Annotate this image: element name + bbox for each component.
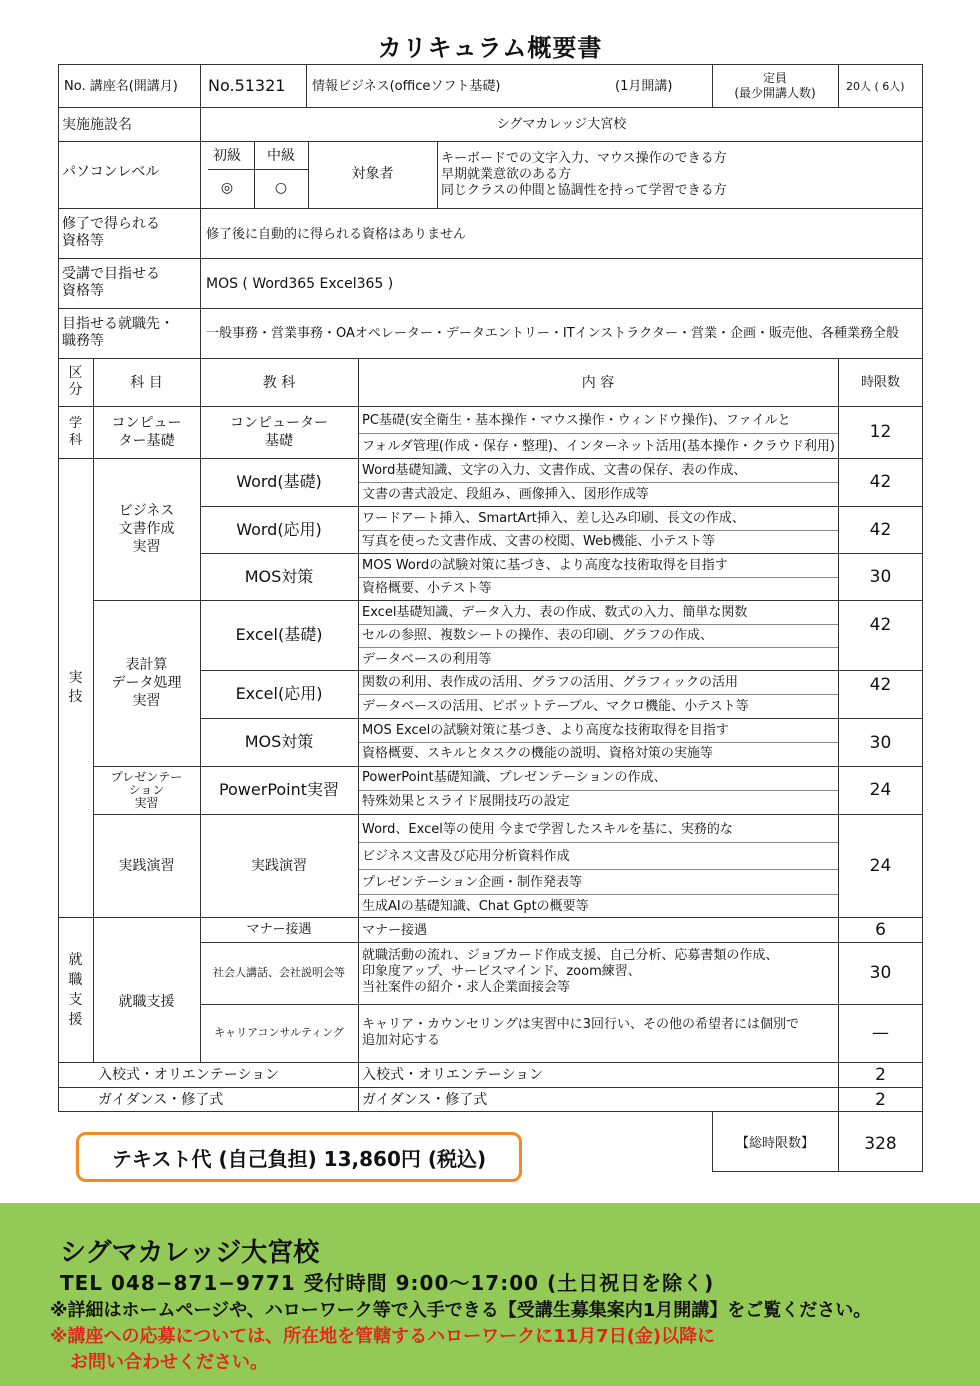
- target-jobs-label: [62, 316, 174, 350]
- col-divider: [437, 141, 438, 208]
- footer-warning: お問い合わせください。: [70, 1352, 268, 1373]
- hours-computer: 12: [869, 422, 892, 442]
- label-line: 修了で得られる: [62, 216, 160, 232]
- target-list: [441, 151, 727, 199]
- row-divider: [58, 107, 923, 108]
- content-line: Word、Excel等の使用 今まで学習したスキルを基に、実務的な: [362, 822, 733, 837]
- footer-tel: TEL 048−871−9771 受付時間 9:00〜17:00 (土日祝日を除く): [60, 1271, 715, 1295]
- col-divider: [306, 64, 307, 108]
- content-line: MOS Wordの試験対策に基づき、より高度な技術取得を目指す: [362, 558, 728, 573]
- header-char: 分: [68, 382, 83, 398]
- target-item: キーボードでの文字入力、マウス操作のできる方: [441, 151, 727, 166]
- hours-word-advanced: 42: [869, 519, 892, 540]
- hours-mos-word: 30: [869, 566, 892, 587]
- target-qualification-value: MOS ( Word365 Excel365 ): [206, 276, 394, 292]
- row-divider: [58, 1087, 923, 1088]
- course-practice: 実践演習: [251, 857, 307, 874]
- content-line: キャリア・カウンセリングは実習中に3回行い、その他の希望者には個別で: [362, 1017, 800, 1032]
- label-line: 資格等: [62, 283, 104, 299]
- content-line: データベースの活用、ピボットテーブル、マクロ機能、小テスト等: [362, 699, 749, 714]
- subject-job-support: 就職支援: [118, 994, 175, 1010]
- capacity-label: [712, 68, 838, 104]
- subject-line: ション: [128, 782, 165, 797]
- subject-line: 文書作成: [118, 521, 175, 537]
- row-divider: [58, 358, 923, 359]
- course-name: 情報ビジネス(officeソフト基礎): [312, 79, 501, 94]
- sub-divider: [358, 647, 838, 648]
- row-divider: [58, 208, 923, 209]
- subject-line: 表計算: [125, 657, 168, 673]
- content-line: マナー接遇: [362, 923, 428, 938]
- hours-practice: 24: [869, 855, 892, 876]
- header-char: 区: [68, 365, 83, 381]
- content-line: 写真を使った文書作成、文書の校閲、Web機能、小テスト等: [362, 534, 715, 549]
- course-excel-advanced: Excel(応用): [235, 684, 323, 703]
- subject-line: 実習: [132, 693, 161, 709]
- section-char: 科: [68, 433, 82, 448]
- hours-career: —: [872, 1023, 889, 1043]
- guidance-label: ガイダンス・修了式: [98, 1092, 224, 1108]
- guidance-content: ガイダンス・修了式: [362, 1092, 488, 1108]
- course-powerpoint: PowerPoint実習: [218, 780, 340, 799]
- hours-word-basic: 42: [869, 472, 892, 492]
- target-item: 早期就業意欲のある方: [441, 167, 572, 182]
- qualification-completion-label: [62, 216, 160, 250]
- col-header-content: 内 容: [581, 375, 615, 391]
- subject-line: データ処理: [111, 675, 182, 691]
- footer-school: シグマカレッジ大宮校: [60, 1238, 320, 1268]
- target-label: 対象者: [351, 166, 394, 182]
- row-divider: [58, 308, 923, 309]
- sub-divider: [358, 624, 838, 625]
- subject-business-docs: [93, 458, 200, 600]
- orientation-content: 入校式・オリエンテーション: [362, 1067, 544, 1083]
- section-char: 学: [68, 416, 82, 431]
- section-academic: [58, 406, 93, 458]
- course-career: キャリアコンサルティング: [214, 1026, 344, 1039]
- seminar-content: [362, 948, 778, 996]
- course-no-label: No. 講座名(開講月): [64, 79, 178, 94]
- subject-computer: [93, 406, 200, 458]
- sub-divider: [358, 482, 838, 483]
- course-no: No.51321: [208, 76, 286, 95]
- col-divider: [838, 64, 839, 108]
- row-divider: [58, 258, 923, 259]
- target-item: 同じクラスの仲間と協調性を持って学習できる方: [441, 183, 727, 198]
- subject-line: 実習: [134, 795, 159, 810]
- content-line: ワードアート挿入、SmartArt挿入、差し込み印刷、長文の作成、: [362, 511, 745, 526]
- subject-line: 実習: [132, 539, 161, 555]
- subject-line: ター基礎: [118, 433, 175, 449]
- sub-divider: [358, 790, 838, 791]
- subject-presentation: [93, 766, 200, 814]
- hours-seminar: 30: [869, 963, 892, 983]
- course-line: 基礎: [265, 433, 293, 449]
- content-line: 印象度アップ、サービスマインド、zoom練習、: [362, 964, 641, 979]
- content-line: Word基礎知識、文字の入力、文書作成、文書の保存、表の作成、: [362, 463, 747, 478]
- section-char: 実: [68, 669, 83, 686]
- course-line: コンピューター: [230, 415, 328, 431]
- content-line: Excel基礎知識、データ入力、表の作成、数式の入力、簡単な関数: [362, 605, 748, 620]
- label-line: 職務等: [62, 333, 104, 349]
- footer-note: ※詳細はホームページや、ハローワーク等で入手できる【受講生募集案内1月開講】をご覧ください。: [50, 1300, 872, 1321]
- course-word-advanced: Word(応用): [236, 519, 322, 539]
- course-manner: マナー接遇: [246, 922, 312, 937]
- page-title: カリキュラム概要書: [377, 34, 603, 62]
- label-line: 受講で目指せる: [62, 266, 160, 282]
- target-jobs-value: 一般事務・営業事務・OAオペレーター・データエントリー・ITインストラクター・営業・企画・販売他、各種業務全般: [206, 326, 900, 341]
- total-label: 【総時限数】: [735, 1136, 814, 1151]
- content-line: 関数の利用、表作成の活用、グラフの活用、グラフィックの活用: [362, 675, 738, 690]
- label-line: 資格等: [62, 233, 104, 249]
- footer-warning: ※講座への応募については、所在地を管轄するハローワークに11月7日(金)以降に: [50, 1326, 716, 1347]
- sub-divider: [358, 894, 838, 895]
- col-divider: [200, 64, 201, 108]
- subject-line: ビジネス: [118, 503, 175, 519]
- sub-divider: [358, 530, 838, 531]
- content-line: MOS Excelの試験対策に基づき、より高度な技術取得を目指す: [362, 723, 729, 738]
- subject-line: コンピュー: [111, 415, 182, 431]
- hours-guidance: 2: [875, 1090, 886, 1110]
- section-char: 援: [68, 1011, 83, 1028]
- section-job-support: [58, 917, 93, 1062]
- hours-excel-basic: 42: [869, 615, 892, 635]
- sub-divider: [358, 433, 838, 434]
- beginner-mark: ◎: [220, 180, 234, 196]
- course-excel-basic: Excel(基礎): [235, 625, 323, 644]
- capacity-label-line: 定員: [762, 71, 787, 85]
- col-divider: [200, 107, 201, 358]
- sub-divider: [358, 694, 838, 695]
- content-line: 追加対応する: [362, 1033, 441, 1048]
- sub-divider: [358, 842, 838, 843]
- text-fee-box: テキスト代 (自己負担) 13,860円 (税込): [76, 1132, 522, 1182]
- course-mos-word: MOS対策: [244, 566, 314, 586]
- content-line: データベースの利用等: [362, 652, 492, 667]
- section-char: 就: [68, 951, 83, 968]
- intermediate-label: 中級: [267, 148, 295, 164]
- facility-value: シグマカレッジ大宮校: [496, 117, 627, 132]
- content-line: 資格概要、小テスト等: [362, 581, 492, 596]
- course-month: (1月開講): [615, 79, 673, 94]
- hours-orientation: 2: [875, 1065, 886, 1085]
- sub-divider: [358, 577, 838, 578]
- subject-line: プレゼンテー: [110, 769, 183, 784]
- col-header-subject: 科 目: [130, 375, 163, 391]
- course-computer: [200, 406, 358, 458]
- capacity-value: 20人 ( 6人): [846, 80, 905, 93]
- section-char: 職: [68, 971, 83, 988]
- content-line: プレゼンテーション企画・制作発表等: [362, 875, 582, 890]
- hours-powerpoint: 24: [869, 780, 892, 800]
- facility-label: 実施施設名: [62, 117, 132, 133]
- career-content: [362, 1017, 799, 1049]
- content-line: 当社案件の紹介・求人企業面接会等: [362, 980, 571, 995]
- section-char: 支: [68, 991, 83, 1008]
- content-line: 文書の書式設定、段組み、画像挿入、図形作成等: [362, 487, 649, 502]
- intermediate-mark: ○: [274, 180, 288, 196]
- col-divider: [358, 358, 359, 1112]
- content-line: 特殊効果とスライド展開技巧の設定: [362, 794, 570, 809]
- beginner-label: 初級: [213, 148, 241, 164]
- content-line: 就職活動の流れ、ジョブカード作成支援、自己分析、応募書類の作成、: [362, 948, 779, 963]
- sub-divider: [358, 742, 838, 743]
- col-header-hours: 時限数: [860, 375, 900, 390]
- subject-spreadsheet: [93, 600, 200, 766]
- col-header-division: [58, 362, 93, 402]
- content-line: PC基礎(安全衛生・基本操作・マウス操作・ウィンドウ操作)、ファイルと: [362, 413, 791, 428]
- pc-level-label: パソコンレベル: [62, 164, 160, 180]
- course-seminar: 社会人講話、会社説明会等: [213, 966, 345, 979]
- orientation-label: 入校式・オリエンテーション: [98, 1067, 280, 1083]
- content-line: PowerPoint基礎知識、プレゼンテーションの作成、: [362, 770, 667, 785]
- content-line: セルの参照、複数シートの操作、表の印刷、グラフの作成、: [362, 628, 714, 643]
- total-value: 328: [864, 1134, 897, 1154]
- course-mos-excel: MOS対策: [244, 732, 314, 751]
- capacity-label-line: (最少開講人数): [734, 86, 816, 100]
- section-char: 技: [68, 688, 83, 705]
- sub-divider: [358, 869, 838, 870]
- target-qualification-label: [62, 266, 160, 300]
- row-divider: [58, 141, 923, 142]
- hours-excel-advanced: 42: [869, 675, 892, 695]
- col-header-course: 教 科: [262, 375, 296, 391]
- section-practical: [58, 458, 93, 917]
- course-word-basic: Word(基礎): [236, 472, 322, 491]
- qualification-completion-value: 修了後に自動的に得られる資格はありません: [206, 227, 467, 242]
- content-line: フォルダ管理(作成・保存・整理)、インターネット活用(基本操作・クラウド利用): [362, 439, 835, 454]
- content-line: 生成AIの基礎知識、Chat Gptの概要等: [362, 899, 589, 914]
- hours-manner: 6: [875, 920, 886, 940]
- hours-mos-excel: 30: [869, 733, 892, 753]
- label-line: 目指せる就職先・: [62, 316, 174, 332]
- content-line: 資格概要、スキルとタスクの機能の説明、資格対策の実施等: [362, 746, 713, 761]
- subject-practice: 実践演習: [118, 857, 175, 874]
- content-line: ビジネス文書及び応用分析資料作成: [362, 849, 570, 864]
- row-divider: [208, 169, 308, 170]
